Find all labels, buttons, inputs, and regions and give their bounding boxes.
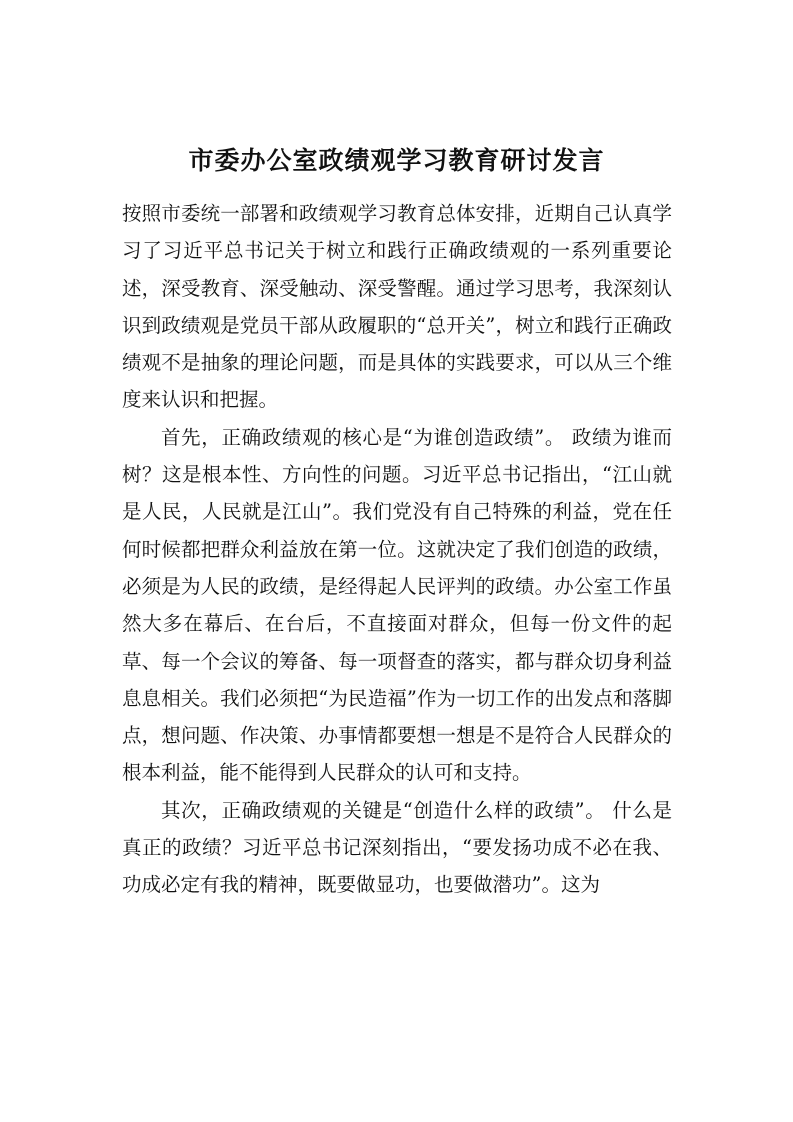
paragraph-first-point: 首先，正确政绩观的核心是“为谁创造政绩”。 政绩为谁而树？这是根本性、方向性的问题。习近平总书记指出，“江山就是人民，人民就是江山”。我们党没有自己特殊的利益，党在任何时候都把群众利益放在第一位。这就决定了我们创造的政绩，必须是为人民的政绩，是经得起人民评判的政绩。办公室工作虽然大多在幕后、在台后，不直接面对群众，但每一份文件的起草、每一个会议的筹备、每一项督查的落实，都与群众切身利益息息相关。我们必须把“为民造福”作为一切工作的出发点和落脚点，想问题、作决策、办事情都要想一想是不是符合人民群众的根本利益，能不能得到人民群众的认可和支持。 <box>122 425 672 785</box>
paragraph-second-point: 其次，正确政绩观的关键是“创造什么样的政绩”。 什么是真正的政绩？习近平总书记深刻指出，“要发扬功成不必在我、功成必定有我的精神，既要做显功，也要做潜功”。这为 <box>122 798 672 897</box>
paragraph-intro: 按照市委统一部署和政绩观学习教育总体安排，近期自己认真学习了习近平总书记关于树立和践行正确政绩观的一系列重要论述，深受教育、深受触动、深受警醒。通过学习思考，我深刻认识到政绩观是党员干部从政履职的“总开关”，树立和践行正确政绩观不是抽象的理论问题，而是具体的实践要求，可以从三个维度来认识和把握。 <box>122 202 672 412</box>
document-body <box>122 195 672 904</box>
document-title: 市委办公室政绩观学习教育研讨发言 <box>188 145 605 175</box>
